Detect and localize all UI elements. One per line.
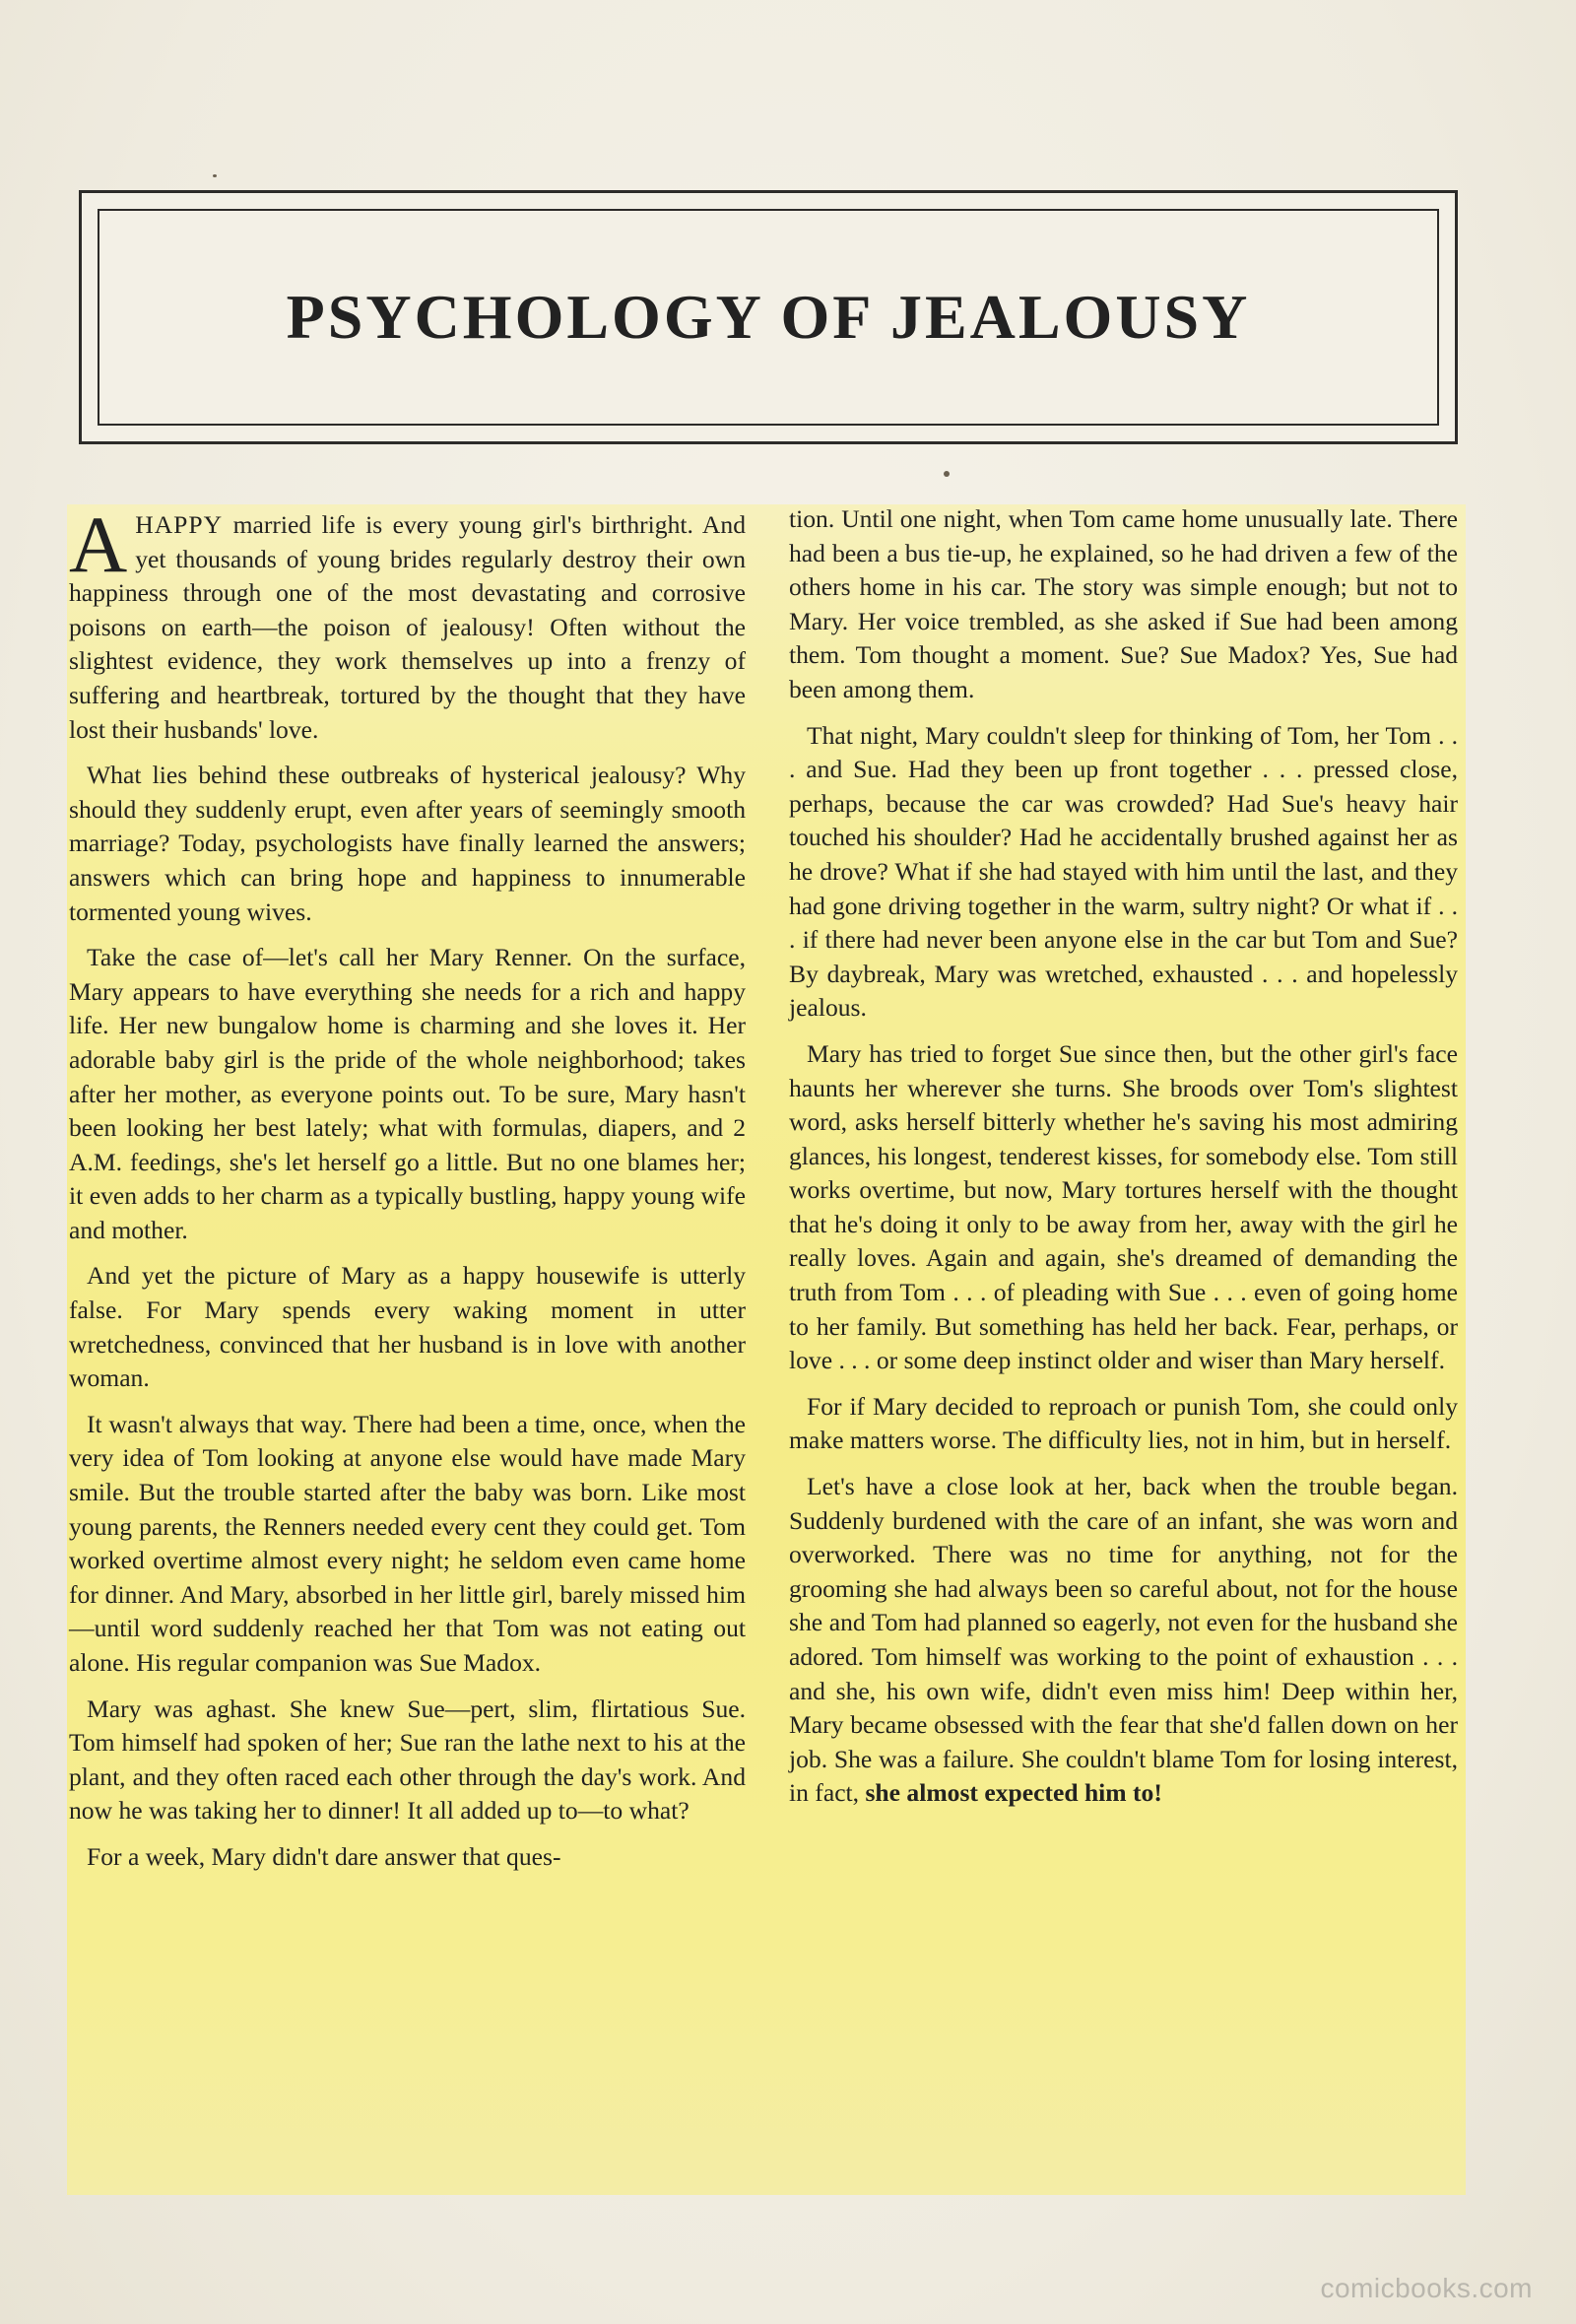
right-column	[779, 502, 1466, 2193]
final-text: Let's have a close look at her, back when the trouble began. Suddenly burdened with the care of an infant, she was worn and overworked. There was no time for anything, not for the grooming she had always been so careful about, not for the house she and Tom had planned so eagerly, not even for the husband she adored. Tom himself was working to the point of exhaustion . . . and she, his own wife, didn't even miss him! Deep within her, Mary became obsessed with the fear that she'd fallen down on her job. She was a failure. She couldn't blame Tom for losing interest, in fact,	[789, 1472, 1458, 1808]
article-paragraph: Mary has tried to forget Sue since then, but the other girl's face haunts her wherever she turns. She broods over Tom's slightest word, asks herself bitterly whether he's saving his most admiring glances, his longest, tenderest kisses, for somebody else. Tom still works overtime, but now, Mary tortures herself with the thought that he's doing it only to be away from her, away with the girl he really loves. Again and again, she's dreamed of demanding the truth from Tom . . . of pleading with Sue . . . even of going home to her family. But something has held her back. Fear, perhaps, or love . . . or some deep instinct older and wiser than Mary herself.	[789, 1038, 1458, 1375]
article-body	[67, 504, 1466, 2195]
article-paragraph: And yet the picture of Mary as a happy housewife is utterly false. For Mary spends every waking moment in utter wretchedness, convinced that her husband is in love with another woman.	[69, 1261, 746, 1393]
article-paragraph: Mary was aghast. She knew Sue—pert, slim, flirtatious Sue. Tom himself had spoken of her; Sue ran the lathe next to his at the plant, and they often raced each other through the day's work. And now he was taking her to dinner! It all added up to—to what?	[69, 1693, 746, 1826]
lead-text: married life is every young girl's birthright. And yet thousands of young brides regularly destroy their own happiness through one of the most devastating and corrosive poisons on earth—the poison of jealousy! Often without the slightest evidence, they work themselves up into a frenzy of suffering and heartbreak, tortured by the thought that they have lost their husbands' love.	[69, 510, 746, 744]
lead-paragraph	[69, 504, 746, 747]
continued-paragraph: tion. Until one night, when Tom came home unusually late. There had been a bus tie-up, he explained, so he had driven a few of the others home in his car. The story was simple enough; but not to Mary. Her voice trembled, as she asked if Sue had been among them. Tom thought a moment. Sue? Sue Madox? Yes, Sue had been among them.	[789, 504, 1458, 703]
print-speck	[213, 174, 217, 177]
article-paragraph: It wasn't always that way. There had been a time, once, when the very idea of Tom looking at anyone else would have made Mary smile. But the trouble started after the baby was born. Like most young parents, the Renners needed every cent they could get. Tom worked overtime almost every night; he seldom even came home for dinner. And Mary, absorbed in her little girl, barely missed him—until word suddenly reached her that Tom was not eating out alone. His regular companion was Sue Madox.	[69, 1409, 746, 1677]
drop-cap: A	[69, 504, 128, 589]
title-frame	[79, 190, 1458, 444]
article-paragraph: For a week, Mary didn't dare answer that ques-	[87, 1841, 561, 1871]
final-paragraph	[789, 1470, 1458, 1811]
article-paragraph: What lies behind these outbreaks of hysterical jealousy? Why should they suddenly erupt, even after years of seemingly smooth marriage? Today, psychologists have finally learned the answers; answers which can bring hope and happiness to innumerable tormented young wives.	[69, 761, 746, 926]
title-inner-frame	[98, 209, 1439, 426]
article-paragraph: For if Mary decided to reproach or punish Tom, she could only make matters worse. The difficulty lies, not in him, but in herself.	[789, 1391, 1458, 1455]
final-bold-text: she almost expected him to!	[865, 1778, 1162, 1808]
lead-caps: HAPPY	[135, 510, 224, 539]
left-column	[67, 504, 754, 2195]
article-paragraph: Take the case of—let's call her Mary Renner. On the surface, Mary appears to have everything she needs for a rich and happy life. Her new bungalow home is charming and she loves it. Her adorable baby girl is the pride of the whole neighborhood; takes after her mother, as everyone points out. To be sure, Mary hasn't been looking her best lately; what with formulas, diapers, and 2 A.M. feedings, she's let herself go a little. But no one blames her; it even adds to her charm as a typically bustling, happy young wife and mother.	[69, 943, 746, 1244]
article-paragraph: That night, Mary couldn't sleep for thinking of Tom, her Tom . . . and Sue. Had they been up front together . . . pressed close, perhaps, because the car was crowded? Had Sue's heavy hair touched his shoulder? Had he accidentally brushed against her as he drove? What if she had stayed with him until the last, and they had gone driving together in the warm, sultry night? Or what if . . . if there had never been anyone else in the car but Tom and Sue? By daybreak, Mary was wretched, exhausted . . . and hopelessly jealous.	[789, 720, 1458, 1023]
page-title: PSYCHOLOGY OF JEALOUSY	[286, 282, 1251, 352]
print-speck	[944, 471, 950, 477]
watermark: comicbooks.com	[1320, 2273, 1533, 2303]
